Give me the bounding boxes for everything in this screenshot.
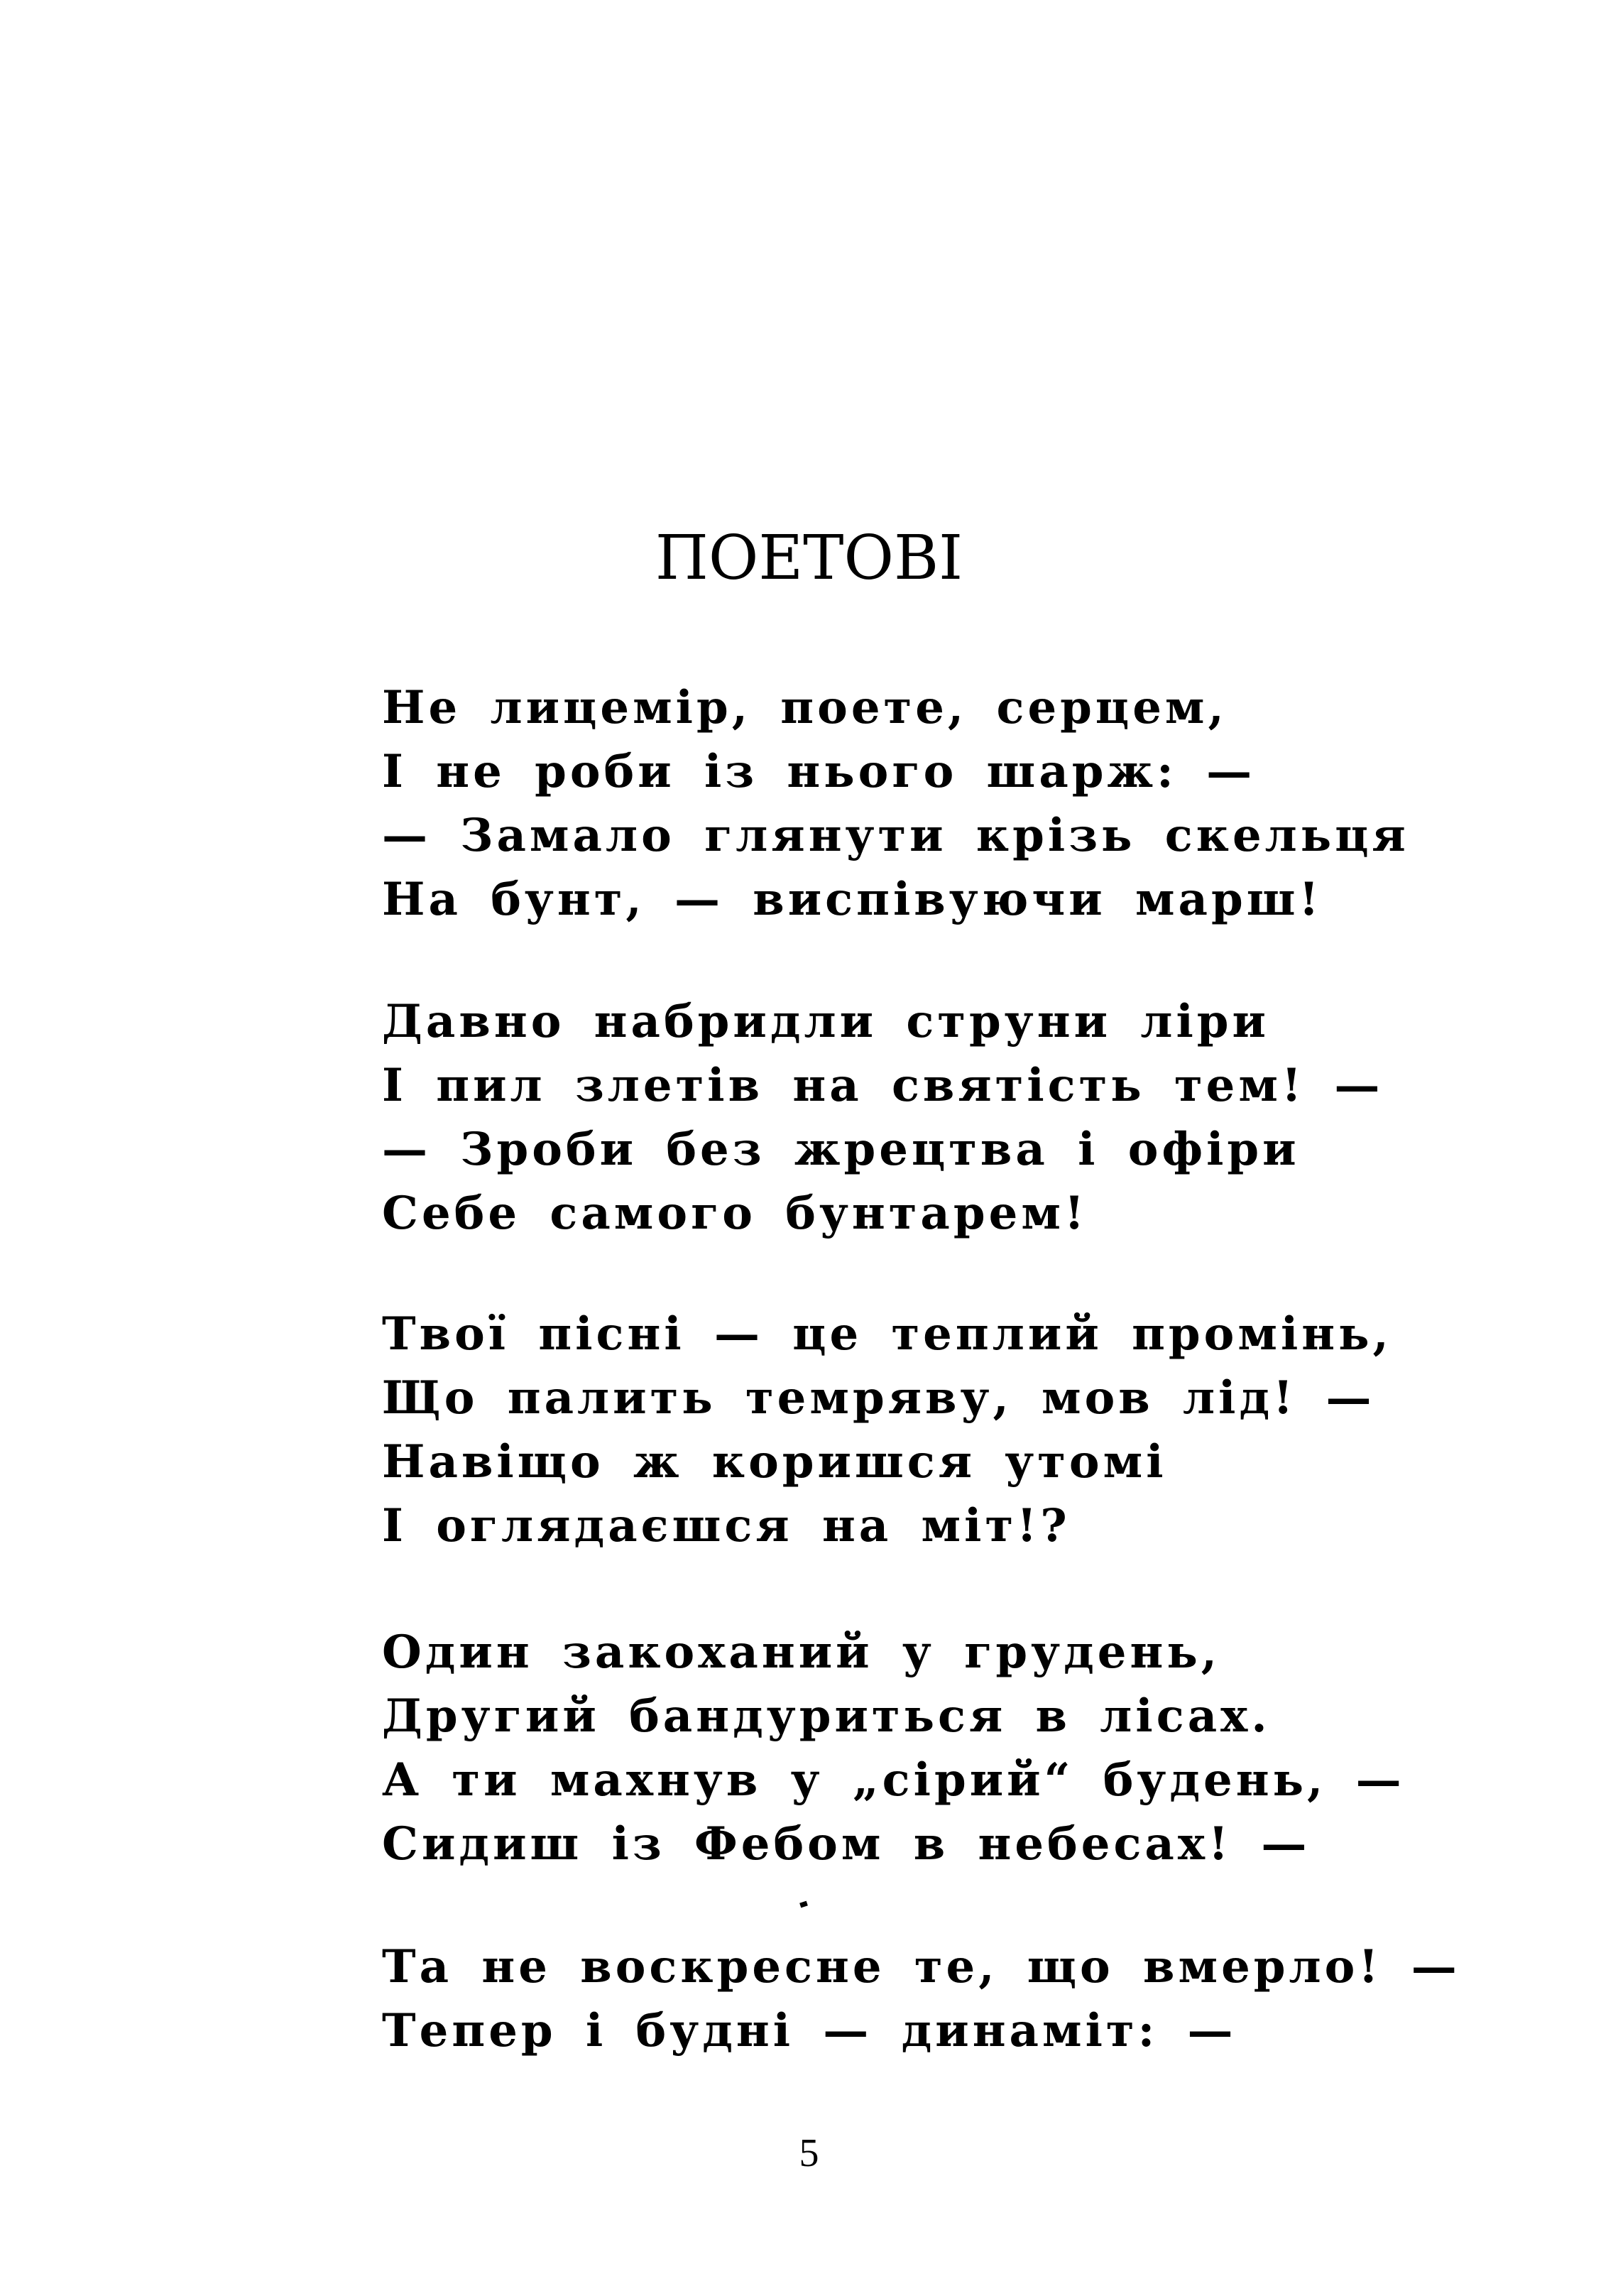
- verse-line: Другий бандуриться в лісах.: [382, 1690, 1271, 1743]
- stanza: [382, 676, 1409, 932]
- poem-title: ПОЕТОВІ: [655, 523, 963, 594]
- stanza: [382, 990, 1384, 1246]
- verse-line: Та не воскресне те, що вмерло! —: [382, 1940, 1460, 1993]
- verse-line: І не роби із нього шарж: —: [382, 745, 1256, 798]
- stanza: [382, 1302, 1392, 1558]
- print-speck: [799, 1901, 808, 1908]
- stanza: [382, 1621, 1405, 1876]
- verse-line: Що палить темряву, мов лід! —: [382, 1371, 1375, 1425]
- verse-line: Давно набридли струни ліри: [382, 995, 1269, 1048]
- verse-line: Один закоханий у грудень,: [382, 1626, 1221, 1679]
- verse-line: Тепер і будні — динаміт: —: [382, 2004, 1237, 2057]
- verse-line: Навіщо ж коришся утомі: [382, 1435, 1167, 1489]
- page-number: 5: [799, 2131, 819, 2175]
- verse-line: А ти махнув у „сірий“ будень, —: [382, 1753, 1405, 1807]
- verse-line: — Зроби без жрецтва і офіри: [382, 1123, 1300, 1176]
- verse-line: І оглядаєшся на міт!?: [382, 1499, 1071, 1552]
- verse-line: Твої пісні — це теплий промінь,: [382, 1307, 1392, 1361]
- verse-line: На бунт, — виспівуючи марш!: [382, 873, 1323, 926]
- verse-line: І пил злетів на святість тем! —: [382, 1059, 1384, 1112]
- verse-line: Сидиш із Фебом в небесах! —: [382, 1817, 1311, 1871]
- verse-line: — Замало глянути крізь скельця: [382, 809, 1409, 862]
- verse-line: Себе самого бунтарем!: [382, 1187, 1088, 1240]
- verse-line: Не лицемір, поете, серцем,: [382, 681, 1228, 734]
- stanza: [382, 1935, 1460, 2063]
